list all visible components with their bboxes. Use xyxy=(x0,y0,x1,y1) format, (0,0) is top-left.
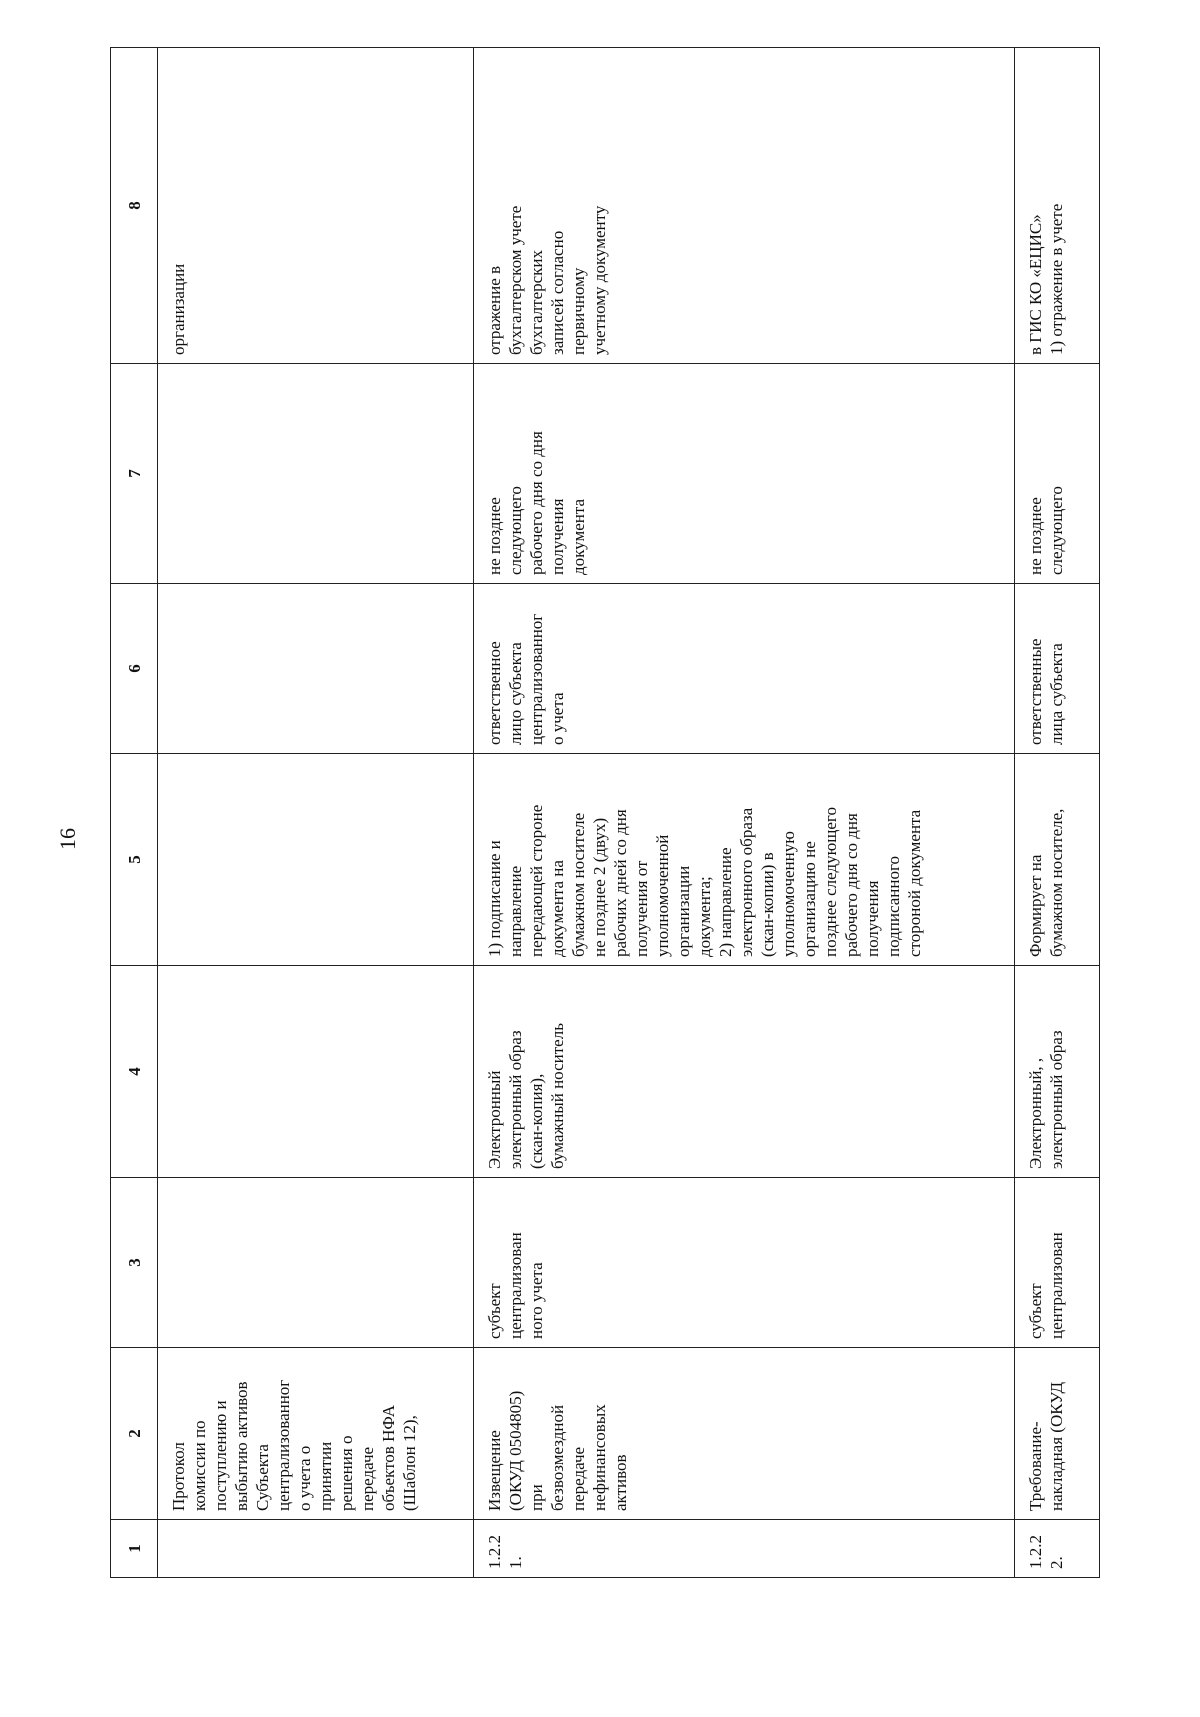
table-cell: Электронный электронный образ (скан-копия), бумажный носитель xyxy=(474,966,1015,1178)
header-cell: 3 xyxy=(111,1178,158,1348)
table-row xyxy=(474,48,1015,1578)
table-row xyxy=(158,48,474,1578)
table-cell: в ГИС КО «ЕЦИС» 1) отражение в учете xyxy=(1015,48,1100,364)
table-cell xyxy=(158,754,474,966)
table-cell xyxy=(158,1178,474,1348)
header-cell: 2 xyxy=(111,1348,158,1520)
table-cell: Требование- накладная (ОКУД xyxy=(1015,1348,1100,1520)
table-cell: субъект централизован ного учета xyxy=(474,1178,1015,1348)
table-row xyxy=(1015,48,1100,1578)
document-table xyxy=(110,47,1100,1578)
rotated-table-container xyxy=(110,48,1100,1578)
table-cell: Извещение (ОКУД 0504805) при безвозмездной передаче нефинансовых активов xyxy=(474,1348,1015,1520)
header-cell: 4 xyxy=(111,966,158,1178)
header-cell: 1 xyxy=(111,1520,158,1578)
header-cell: 8 xyxy=(111,48,158,364)
table-cell: Электронный, , электронный образ xyxy=(1015,966,1100,1178)
table-cell: 1) подписание и направление передающей стороне документа на бумажном носителе не позднее 2 (двух) рабочих дней со дня получения от уполномоченной организации документа; 2) направление электронного образа (скан-копии) в уполномоченную организацию не позднее следующего рабочего дня со дня получения подписанного стороной документа xyxy=(474,754,1015,966)
table-cell: отражение в бухгалтерском учете бухгалтерских записей согласно первичному учетному документу xyxy=(474,48,1015,364)
table-cell: организации xyxy=(158,48,474,364)
table-cell: Протокол комиссии по поступлению и выбытию активов Субъекта централизованног о учета о принятии решения о передаче объектов НФА (Шаблон 12), xyxy=(158,1348,474,1520)
table-cell: 1.2.21. xyxy=(474,1520,1015,1578)
table-cell: ответственное лицо субъекта централизованног о учета xyxy=(474,584,1015,754)
table-cell: Формирует на бумажном носителе, xyxy=(1015,754,1100,966)
table-cell xyxy=(158,1520,474,1578)
table-cell: не позднее следующего xyxy=(1015,364,1100,584)
header-row xyxy=(111,48,158,1578)
table-cell: не позднее следующего рабочего дня со дня получения документа xyxy=(474,364,1015,584)
page-number: 16 xyxy=(55,828,80,850)
table-cell xyxy=(158,966,474,1178)
table-cell xyxy=(158,364,474,584)
header-cell: 5 xyxy=(111,754,158,966)
header-cell: 6 xyxy=(111,584,158,754)
table-cell xyxy=(158,584,474,754)
table-cell: субъект централизован xyxy=(1015,1178,1100,1348)
table-cell: ответственные лица субъекта xyxy=(1015,584,1100,754)
header-cell: 7 xyxy=(111,364,158,584)
table-cell: 1.2.22. xyxy=(1015,1520,1100,1578)
